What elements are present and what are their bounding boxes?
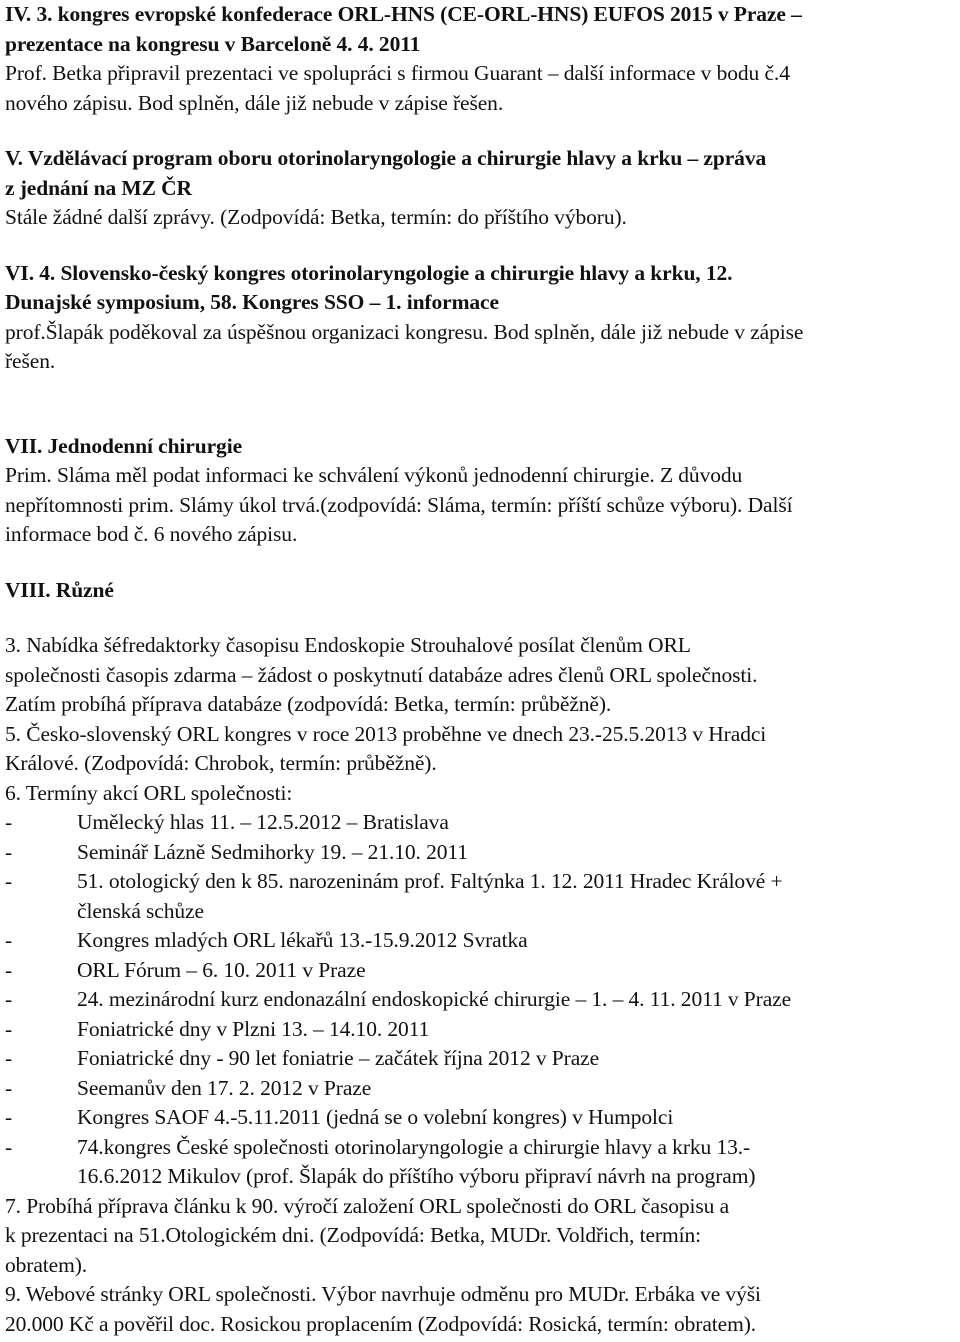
section-iv-heading-line-2: prezentace na kongresu v Barceloně 4. 4. 2011 (5, 31, 421, 56)
list-item: - Kongres SAOF 4.-5.11.2011 (jedná se o volební kongres) v Humpolci (5, 1105, 674, 1129)
item-6-heading: 6. Termíny akcí ORL společnosti: (5, 780, 293, 805)
section-v (5, 144, 960, 233)
list-item: - Foniatrické dny v Plzni 13. – 14.10. 2011 (5, 1016, 430, 1041)
section-vi-body-line-2: řešen. (5, 349, 56, 373)
item-3-line-2: společnosti časopis zdarma – žádost o poskytnutí databáze adres členů ORL společnosti. (5, 662, 758, 687)
section-vii-body-line-2: nepřítomnosti prim. Slámy úkol trvá.(zodpovídá: Sláma, termín: příští schůze výboru). Další (5, 492, 793, 517)
item-7-line-2: k prezentaci na 51.Otologickém dni. (Zodpovídá: Betka, MUDr. Voldřich, termín: (5, 1223, 701, 1247)
section-v-body-line-1: Stále žádné další zprávy. (Zodpovídá: Betka, termín: do příštího výboru). (5, 205, 627, 229)
section-v-heading-line-2: z jednání na MZ ČR (5, 175, 192, 200)
list-item: - Seemanův den 17. 2. 2012 v Praze (5, 1075, 372, 1100)
list-item: - 24. mezinárodní kurz endonazální endoskopické chirurgie – 1. – 4. 11. 2011 v Praze (5, 987, 792, 1011)
events-list (5, 808, 960, 1192)
item-3-line-1: 3. Nabídka šéfredaktorky časopisu Endoskopie Strouhalové posílat členům ORL (5, 633, 691, 657)
section-viii-heading: VIII. Různé (5, 577, 114, 602)
section-vii-heading: VII. Jednodenní chirurgie (5, 433, 243, 458)
list-item: - Kongres mladých ORL lékařů 13.-15.9.2012 Svratka (5, 928, 528, 952)
section-vi-body-line-1: prof.Šlapák poděkoval za úspěšnou organizaci kongresu. Bod splněn, dále již nebude v zápise (5, 319, 804, 344)
list-item: - 51. otologický den k 85. narozeninám prof. Faltýnka 1. 12. 2011 Hradec Králové + členská schůze (5, 869, 783, 923)
item-5-line-2: Králové. (Zodpovídá: Chrobok, termín: průběžně). (5, 751, 437, 775)
section-viii (5, 576, 960, 1340)
item-9-line-1: 9. Webové stránky ORL společnosti. Výbor navrhuje odměnu pro MUDr. Erbáka ve výši (5, 1282, 761, 1306)
section-vii-body-line-1: Prim. Sláma měl podat informaci ke schválení výkonů jednodenní chirurgie. Z důvodu (5, 463, 743, 487)
list-item: - Seminář Lázně Sedmihorky 19. – 21.10. 2011 (5, 839, 468, 864)
item-9-line-2: 20.000 Kč a pověřil doc. Rosickou proplacením (Zodpovídá: Rosická, termín: obratem). (5, 1311, 757, 1336)
list-item: - 74.kongres České společnosti otorinolaryngologie a chirurgie hlavy a krku 13.- 16.6.2012 Mikulov (prof. Šlapák do příštího výboru připraví návrh na program) (5, 1134, 756, 1188)
item-7-line-3: obratem). (5, 1252, 88, 1277)
section-iv (5, 0, 960, 118)
section-vii-body-line-3: informace bod č. 6 nového zápisu. (5, 522, 298, 546)
section-iv-heading-line-1: IV. 3. kongres evropské konfederace ORL-HNS (CE-ORL-HNS) EUFOS 2015 v Praze – (5, 2, 802, 26)
list-item: - Umělecký hlas 11. – 12.5.2012 – Bratislava (5, 810, 449, 834)
section-vi-heading-line-1: VI. 4. Slovensko-český kongres otorinolaryngologie a chirurgie hlavy a krku, 12. (5, 260, 733, 285)
section-iv-body-line-1: Prof. Betka připravil prezentaci ve spolupráci s firmou Guarant – další informace v bodu č.4 (5, 61, 790, 85)
section-vi (5, 259, 960, 377)
item-5-line-1: 5. Česko-slovenský ORL kongres v roce 2013 proběhne ve dnech 23.-25.5.2013 v Hradci (5, 721, 767, 746)
list-item: - Foniatrické dny - 90 let foniatrie – začátek října 2012 v Praze (5, 1046, 600, 1070)
item-7-line-1: 7. Probíhá příprava článku k 90. výročí založení ORL společnosti do ORL časopisu a (5, 1193, 730, 1218)
section-iv-body-line-2: nového zápisu. Bod splněn, dále již nebude v zápise řešen. (5, 90, 504, 115)
section-vii (5, 432, 960, 550)
item-3-line-3: Zatím probíhá příprava databáze (zodpovídá: Betka, termín: průběžně). (5, 692, 612, 716)
list-item: - ORL Fórum – 6. 10. 2011 v Praze (5, 957, 366, 982)
section-vi-heading-line-2: Dunajské symposium, 58. Kongres SSO – 1. informace (5, 290, 499, 314)
section-v-heading-line-1: V. Vzdělávací program oboru otorinolaryngologie a chirurgie hlavy a krku – zpráva (5, 146, 767, 170)
